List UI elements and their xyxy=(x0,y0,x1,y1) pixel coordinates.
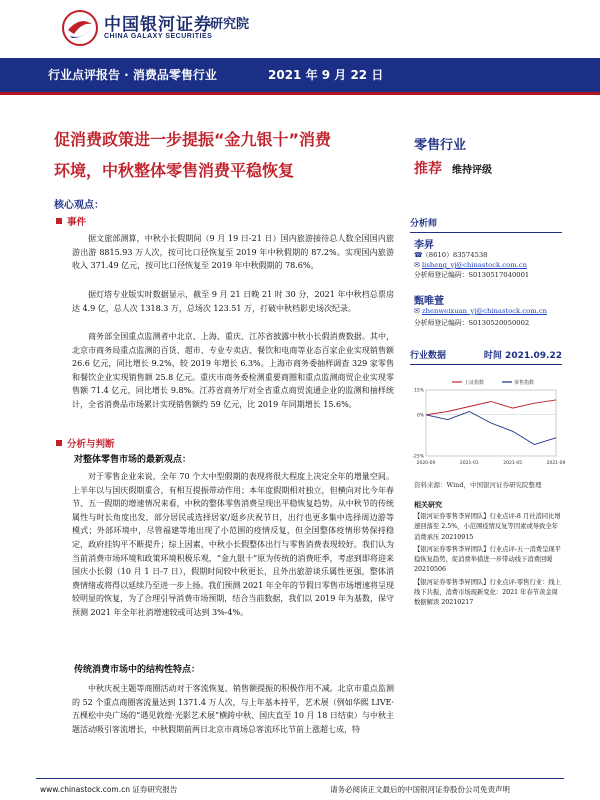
x-tick-label: 2020-09 xyxy=(416,461,436,466)
report-type: 行业点评报告 · 消费品零售行业 xyxy=(48,68,217,82)
industry-data-heading: 行业数据 时间 2021.09.22 xyxy=(410,348,562,365)
section-analysis-heading: 分析与判断 xyxy=(56,436,115,450)
rating-recommend: 推荐 xyxy=(414,161,442,177)
legend-label: 零售指数 xyxy=(514,380,535,386)
subheading-overall-market: 对整体零售市场的最新观点： xyxy=(74,455,192,465)
analysis-paragraph-2: 中秋庆祝主题等商圈活动对于客流恢复、销售额提振的积极作用不减。北京市重点监测的 52 个重点商圈客流量达到 1371.4 万人次，与上年基本持平，艺术展（例如华熙 LIVE·五棵松中央广场的“遇见敦煌·光影艺术展”横跨中秋、国庆直至 10 月 18 日结束）与中秋主题活动吸引客流增长，中秋假期前两日北京市商场总客流环比节前上涨超七成，特 xyxy=(72,684,394,734)
related-item[interactable]: 【银河证券零售李昇团队】行业点评-零售行业：线上线下共振，消费市场现新变化：2021 年春节黄金周数据解读 20210217 xyxy=(414,578,561,607)
report-date: 2021 年 9 月 22 日 xyxy=(268,68,384,82)
square-bullet-icon xyxy=(56,218,62,224)
analyst-phone-1: ☎（8610）83574538 xyxy=(414,251,488,259)
analyst-heading: 分析师 xyxy=(410,216,562,233)
analyst-email-1 xyxy=(414,260,527,270)
subheading-structural-features: 传统消费市场中的结构性特点： xyxy=(74,665,201,675)
title-line-1: 促消费政策进一步提振“金九银十”消费 xyxy=(54,130,332,149)
related-research-heading: 相关研究 xyxy=(414,500,442,509)
sector-name: 零售行业 xyxy=(414,138,467,153)
analysis-paragraph-1: 对于零售企业来说，全年 70 个大中型假期的表现将很大程度上决定全年的增量空间。上半年以与国庆假期重合，有相互提振带动作用；本年度假期相对独立，但横向对比今年春节、五一假期的增速情况来看，中秋的整体零售消费呈现出平稳恢复趋势。从中秋节的传统属性与时长角度出发，部分居民或选择居家/逛乡庆祝节日，出行也更多集中选择周边游等模式；外部环境中，尽管福建等地出现了小范围的疫情反复，但全国整体疫情形势保持稳定，政府挂钩平不断提升；综上因素，中秋小长假整体出行与零售消费表现较好。我们认为当前消费市场环境和政策环境积极乐观，“金九银十”原为传统的消费旺季，考虑到即将迎来国庆小长假（10 月 1 日-7 日），假期时间较中秋更长，且外出旅游谈乐属性更强，整体消费情绪或将得以延续乃至进一步上扬。我们预测 2021 年全年的节假日零售市场增速将呈现较明显的恢复，为了合理引导消费市场预期，结合当前数据，我们以 2019 年为基数，保守预测 2021 年全年社消增速较或可达到 3%-4%。 xyxy=(72,472,394,617)
analyst-email-link-2[interactable]: zhenweixuan_yj@chinastock.com.cn xyxy=(422,307,548,315)
legend-label: 上证指数 xyxy=(464,380,485,386)
galaxy-logo-icon xyxy=(62,10,98,46)
series-line xyxy=(426,400,556,415)
related-item[interactable]: 【银河证券零售李昇团队】行业点评-五一消费呈现平稳恢复趋势，促消费举措进一步带动线下消费回暖 20210506 xyxy=(414,545,561,574)
x-tick-label: 2021-01 xyxy=(459,461,479,466)
report-title xyxy=(54,124,390,186)
series-line xyxy=(426,412,556,445)
related-research-list xyxy=(414,512,564,609)
title-line-2: 环境，中秋整体零售消费平稳恢复 xyxy=(54,161,295,180)
analyst-reg-1: 分析师登记编码：S0130517040001 xyxy=(414,271,530,279)
brand-institute: 研究院 xyxy=(210,17,250,32)
footer-divider xyxy=(36,778,564,779)
square-bullet-icon xyxy=(56,440,62,446)
footer-website: www.chinastock.com.cn 证券研究报告 xyxy=(40,785,178,794)
index-line-chart xyxy=(412,372,566,476)
y-tick-label: 15% xyxy=(413,388,424,394)
event-paragraph-2: 据灯塔专业版实时数据显示，截至 9 月 21 日晚 21 时 30 分，2021 年中秋档总票房达 4.9 亿，总人次 1318.3 万，总场次 123.51 万，打破中秋档影史场次纪录。 xyxy=(72,290,394,313)
section-event-heading: 事件 xyxy=(56,214,86,228)
event-paragraph-1: 据文旅部测算，中秋小长假期间（9 月 19 日-21 日）国内旅游接待总人数全国国内旅游出游 8815.93 万人次，按可比口径恢复至 2019 年中秋假期的 87.2%。实现国内旅游收入 371.49 亿元，按可比口径恢复至 2019 年中秋假期的 78.6%。 xyxy=(72,234,394,271)
mail-icon: ✉ xyxy=(414,261,420,269)
analyst-email-link-1[interactable]: lisheng_yj@chinastock.com.cn xyxy=(422,261,527,269)
analyst-name-1: 李昇 xyxy=(414,240,434,251)
related-item[interactable]: 【银河证券零售李昇团队】行业点评-8 月社消同比增速回落至 2.5%，小范围疫情反复等因素或导致全年消费承压 20210915 xyxy=(414,513,561,541)
footer-disclaimer: 请务必阅读正文最后的中国银河证券股份公司免责声明 xyxy=(330,785,510,794)
brand-name-en: CHINA GALAXY SECURITIES xyxy=(104,33,213,40)
mail-icon: ✉ xyxy=(414,307,420,315)
brand-name: 中国银河证券 xyxy=(104,15,212,35)
x-tick-label: 2021-05 xyxy=(503,461,523,466)
band-divider xyxy=(0,92,600,95)
x-tick-label: 2021-09 xyxy=(546,461,566,466)
industry-data-time: 时间 2021.09.22 xyxy=(483,351,562,361)
analyst-email-2 xyxy=(414,306,547,316)
core-view-label: 核心观点： xyxy=(54,200,104,211)
chart-source: 资料来源：Wind，中国银河证券研究院整理 xyxy=(414,481,542,489)
y-tick-label: -25% xyxy=(412,454,424,460)
y-tick-label: 0% xyxy=(416,413,424,419)
report-header xyxy=(0,0,600,58)
analyst-reg-2: 分析师登记编码：S0130520050002 xyxy=(414,319,530,327)
event-paragraph-3: 商务部全国重点监测者中北京、上海、重庆、江苏省披露中秋小长假消费数据。其中，北京市商务局重点监测的百货、超市、专业专卖店、餐饮和电商等业态百家企业实现销售额 26.6 亿元，同比增长 9.2%，较 2019 年增长 6.3%。上海市商务委抽样调查 329 家零售和餐饮企业实现销售额 25.8 亿元。重庆市商务委检测重要商圈和重点监测商贸企业实现零售额 71.4 亿元，同比增长 9.8%。江苏省商务厅对全省重点商贸流通企业的监测和抽样统计，全省消费品市场累计实现销售额约 59 亿元，比 2019 年同期增长 15.6%。 xyxy=(72,332,394,409)
rating-maintain: 维持评级 xyxy=(452,165,492,176)
phone-icon: ☎ xyxy=(414,251,423,259)
analyst-name-2: 甄唯萱 xyxy=(414,296,444,307)
